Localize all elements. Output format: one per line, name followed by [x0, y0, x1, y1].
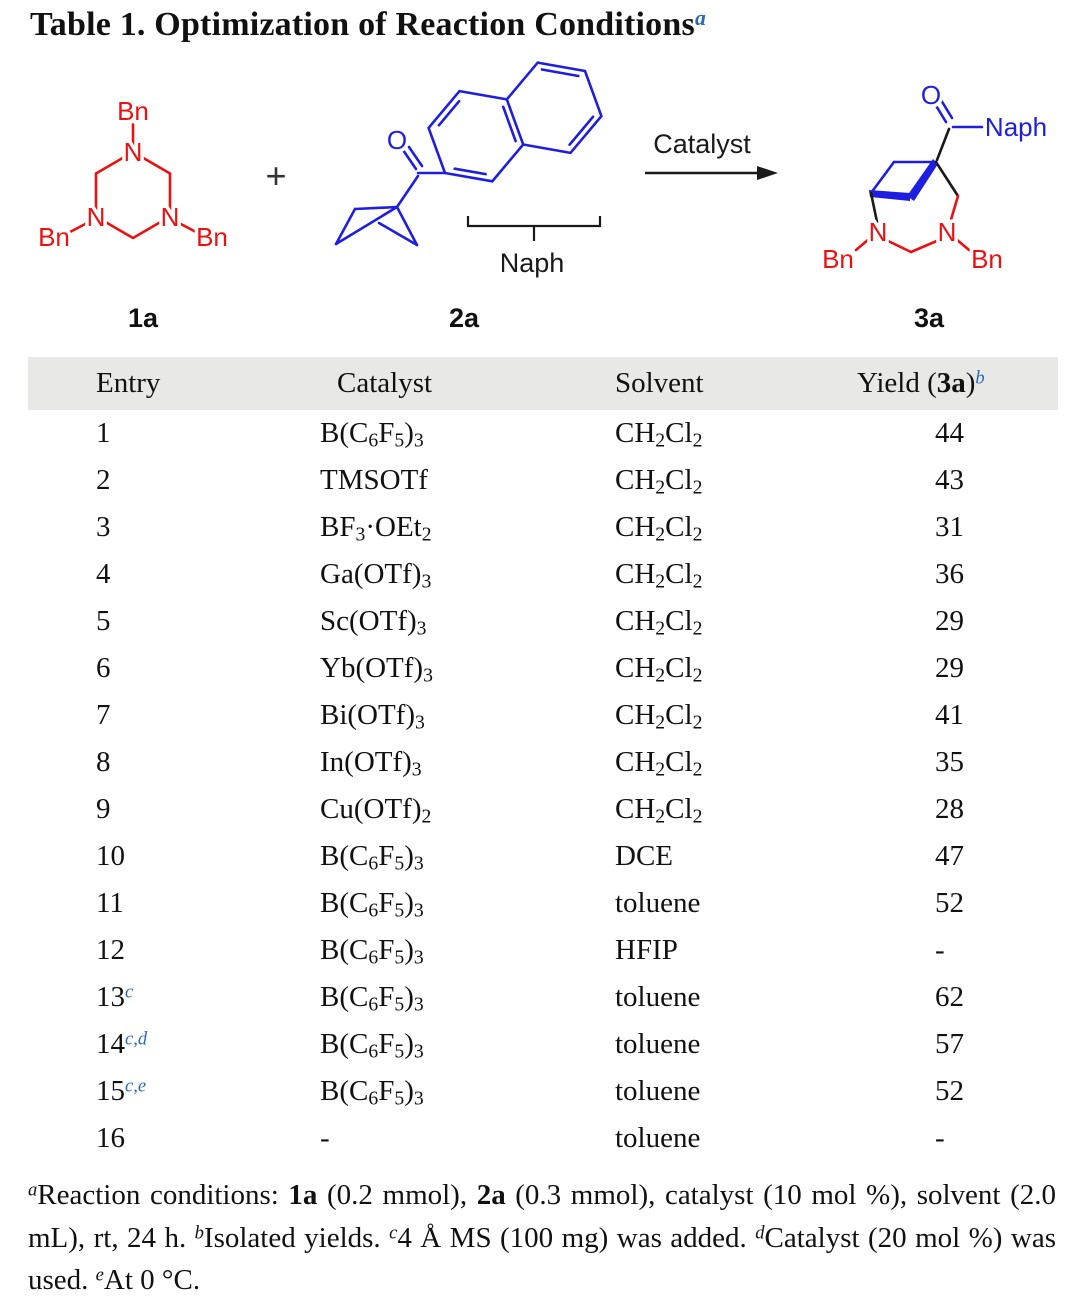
cell-yield: 52 [935, 1075, 964, 1107]
wedge-bond [907, 159, 938, 201]
cell-solvent: $CH_2Cl_2$ [615, 511, 703, 546]
cell-catalyst: $B(C_6F_5)_3$ [320, 840, 424, 875]
compound-label-2a: 2a [448, 303, 480, 333]
substituent-label-bn: Bn [971, 244, 1003, 274]
bond-ch2-n [911, 240, 939, 252]
cell-solvent: toluene [615, 1122, 701, 1154]
cell-catalyst: - [320, 1122, 330, 1154]
cell-entry: 15$^{c,e}$ [96, 1075, 147, 1107]
cell-entry: 12 [96, 934, 125, 966]
cell-entry: 14$^{c,d}$ [96, 1028, 148, 1060]
cell-catalyst: $B(C_6F_5)_3$ [320, 981, 424, 1016]
naph-bracket-label: Naph [499, 248, 565, 278]
cell-entry: 4 [96, 558, 111, 590]
substituent-label-bn: Bn [196, 222, 228, 252]
cell-solvent: HFIP [615, 934, 678, 966]
cell-entry: 10 [96, 840, 125, 872]
wedge-bond [869, 190, 910, 201]
cell-entry: 7 [96, 699, 111, 731]
bn-bond-right [956, 239, 969, 250]
cell-solvent: $CH_2Cl_2$ [615, 605, 703, 640]
cell-catalyst: $B(C_6F_5)_3$ [320, 417, 424, 452]
cell-solvent: toluene [615, 1075, 701, 1107]
cell-yield: 29 [935, 652, 964, 684]
substituent-label-bn: Bn [822, 244, 854, 274]
compound-label-1a: 1a [127, 303, 159, 333]
atom-label-n: N [868, 217, 888, 247]
table-body [28, 410, 1058, 1162]
table-row [28, 974, 1058, 1021]
table-row [28, 598, 1058, 645]
reaction-scheme-svg [0, 60, 1084, 360]
cell-entry: 11 [96, 887, 124, 919]
cell-yield: - [935, 1122, 945, 1154]
structure-1a-labels [38, 96, 228, 252]
cell-yield: 52 [935, 887, 964, 919]
cell-solvent: toluene [615, 887, 701, 919]
structure-3a-labels [822, 80, 1047, 274]
cell-solvent: toluene [615, 981, 701, 1013]
cell-solvent: $CH_2Cl_2$ [615, 699, 703, 734]
naph-bracket [468, 216, 600, 241]
cell-solvent: $CH_2Cl_2$ [615, 746, 703, 781]
reaction-scheme [0, 60, 1084, 360]
cell-catalyst: $Ga(OTf)_3$ [320, 558, 432, 593]
cell-entry: 1 [96, 417, 111, 449]
results-table [28, 357, 1058, 1162]
aromatic-inner-bond [503, 107, 515, 141]
cell-entry: 6 [96, 652, 111, 684]
table-row [28, 833, 1058, 880]
cell-solvent: $CH_2Cl_2$ [615, 558, 703, 593]
cell-entry: 5 [96, 605, 111, 637]
cell-yield: 47 [935, 840, 964, 872]
cell-entry: 3 [96, 511, 111, 543]
cyclobutane-bond [871, 162, 894, 193]
cell-entry: 2 [96, 464, 111, 496]
table-footnote: $^a$Reaction conditions: 1a (0.2 mmol), 2a (0.3 mmol), catalyst (10 mol %), solvent (2.0 mL), rt, 24 h. $^b$Isolated yields. $^c$4 Å MS (100 mg) was added. $^d$Catalyst (20 mol %) was used. $^e$At 0 °C. [28, 1179, 1056, 1297]
atom-label-n: N [123, 137, 143, 167]
cell-yield: 31 [935, 511, 964, 543]
column-header-yield: Yield $(3a)^b$ [857, 367, 985, 399]
cell-catalyst: $In(OTf)_3$ [320, 746, 422, 781]
cell-catalyst: $Sc(OTf)_3$ [320, 605, 427, 640]
atom-label-n: N [86, 202, 106, 232]
table-row [28, 1021, 1058, 1068]
cell-yield: 28 [935, 793, 964, 825]
table-row [28, 880, 1058, 927]
cell-catalyst: $BF_3\cdot OEt_2$ [320, 511, 432, 546]
table-row [28, 1115, 1058, 1162]
table-row [28, 551, 1058, 598]
cell-catalyst: $Bi(OTf)_3$ [320, 699, 425, 734]
cell-catalyst: $Yb(OTf)_3$ [320, 652, 433, 687]
table-row [28, 645, 1058, 692]
column-header-catalyst: Catalyst [337, 367, 433, 399]
cell-catalyst: TMSOTf [320, 464, 428, 496]
bn-bond-right [177, 222, 196, 232]
cell-yield: 36 [935, 558, 964, 590]
aromatic-inner-bond [455, 169, 486, 174]
cell-solvent: toluene [615, 1028, 701, 1060]
bond-bcb-carbonyl [397, 176, 418, 207]
atom-label-n: N [160, 202, 180, 232]
atom-label-o: O [920, 80, 942, 110]
cell-yield: 29 [935, 605, 964, 637]
table-header-row [28, 357, 1058, 410]
reaction-arrow [645, 166, 778, 180]
cell-entry: 9 [96, 793, 111, 825]
cell-catalyst: $Cu(OTf)_2$ [320, 793, 432, 828]
cell-catalyst: $B(C_6F_5)_3$ [320, 1075, 424, 1110]
bn-bond-left [856, 239, 869, 250]
cell-catalyst: $B(C_6F_5)_3$ [320, 887, 424, 922]
cell-catalyst: $B(C_6F_5)_3$ [320, 1028, 424, 1063]
substituent-label-bn: Bn [117, 96, 149, 126]
substituent-label-bn: Bn [38, 222, 70, 252]
bond-ring-ch2 [936, 162, 958, 196]
table-row [28, 786, 1058, 833]
table-row [28, 692, 1058, 739]
table-title: Table 1. Optimization of Reaction Conditions$^a$ [30, 6, 707, 43]
bond-n-ch2 [886, 240, 911, 252]
table-row [28, 457, 1058, 504]
cell-yield: 57 [935, 1028, 964, 1060]
arrow-label-catalyst: Catalyst [653, 129, 751, 159]
table-row [28, 504, 1058, 551]
cell-entry: 8 [96, 746, 111, 778]
compound-label-3a: 3a [913, 303, 945, 333]
table-row [28, 410, 1058, 457]
cell-solvent: DCE [615, 840, 673, 872]
arrowhead [757, 166, 778, 180]
atom-label-n: N [937, 217, 957, 247]
cell-yield: - [935, 934, 945, 966]
cell-yield: 43 [935, 464, 964, 496]
cell-solvent: $CH_2Cl_2$ [615, 464, 703, 499]
bcb-bond [355, 207, 397, 209]
cell-yield: 62 [935, 981, 964, 1013]
naphthalene-ring-left [429, 91, 524, 181]
cell-yield: 41 [935, 699, 964, 731]
table-row [28, 927, 1058, 974]
cell-yield: 44 [935, 417, 964, 449]
cell-solvent: $CH_2Cl_2$ [615, 652, 703, 687]
cell-entry: 16 [96, 1122, 125, 1154]
aromatic-inner-bond [542, 70, 578, 77]
plus-sign: + [265, 155, 287, 196]
column-header-solvent: Solvent [615, 367, 704, 399]
cell-catalyst: $B(C_6F_5)_3$ [320, 934, 424, 969]
atom-label-o: O [386, 125, 408, 155]
cell-yield: 35 [935, 746, 964, 778]
cell-entry: 13$^c$ [96, 981, 134, 1013]
table-row [28, 1068, 1058, 1115]
substituent-label-naph: Naph [984, 112, 1048, 142]
cell-solvent: $CH_2Cl_2$ [615, 417, 703, 452]
cell-solvent: $CH_2Cl_2$ [615, 793, 703, 828]
column-header-entry: Entry [96, 367, 161, 399]
bond-carbonyl-ring [937, 129, 949, 160]
table-row [28, 739, 1058, 786]
